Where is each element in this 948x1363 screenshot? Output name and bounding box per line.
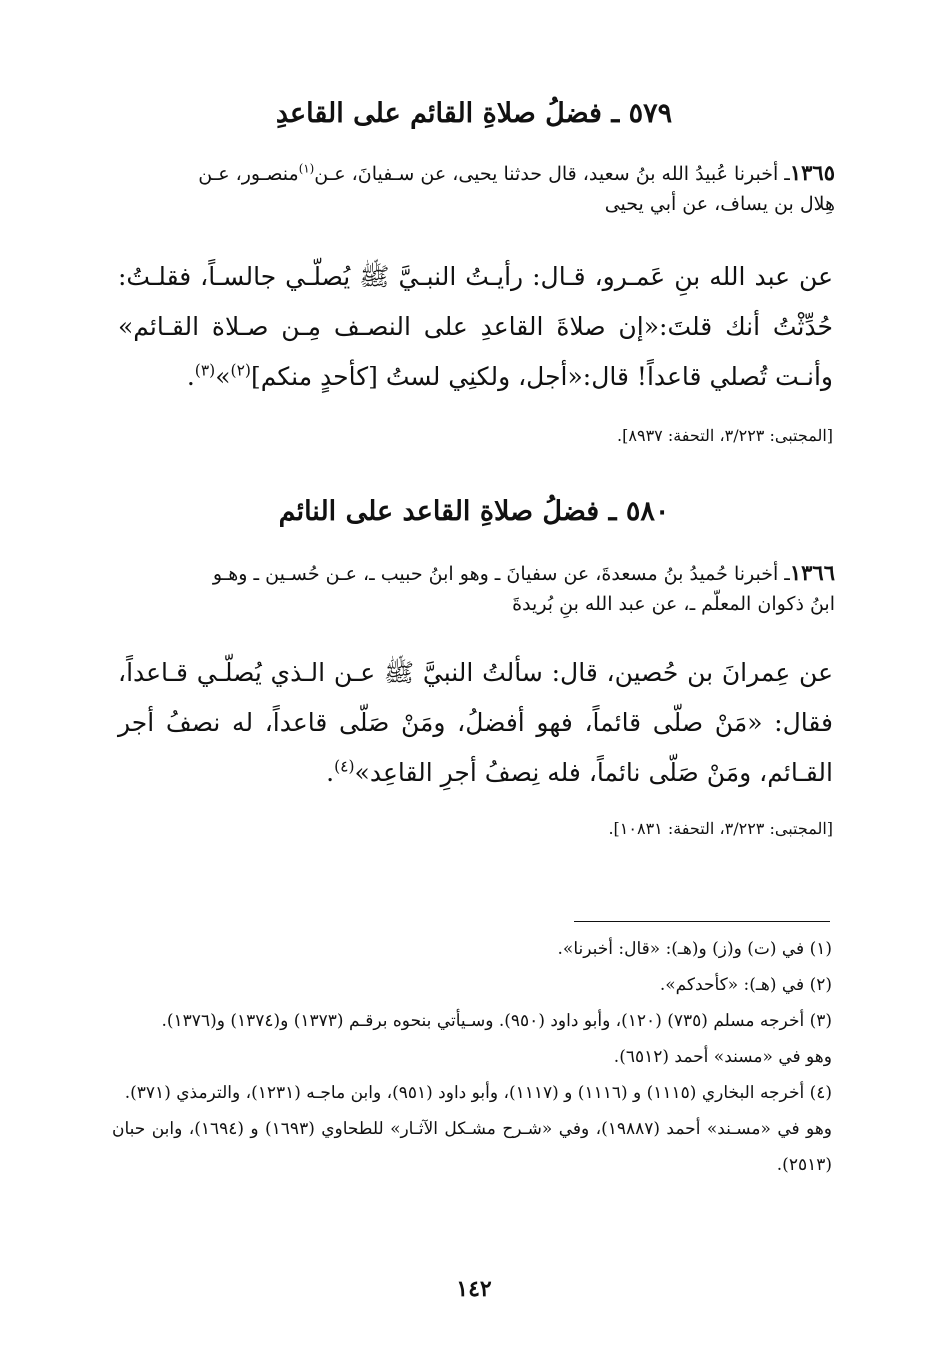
footnote-3: (٣) أخرجه مسلم (٧٣٥) (١٢٠)، وأبو داود (٩٥٠). وسـيأتي بنحوه برقـم (١٣٧٣) و(١٣٧٤) و(١٣٧٦). bbox=[161, 1011, 832, 1031]
hadith-1366-number: ١٣٦٦ bbox=[789, 560, 835, 585]
isnad-1366-line2: ابنُ ذكوان المعلّم ـ، عن عبد الله بنِ بُريدةَ bbox=[512, 593, 835, 615]
footnote-ref-3[interactable]: (٣) bbox=[194, 361, 216, 380]
footnote-2: (٢) في (هـ): «كأحدكم». bbox=[659, 975, 832, 995]
hadith-1366-isnad bbox=[112, 558, 835, 619]
isnad-1366-line1: ـ أخبرنا حُميدُ بنُ مسعدةَ، عن سفيانَ ـ وهو ابنُ حبيب ـ، عـن حُسـين ـ وهـو bbox=[212, 563, 790, 585]
hadith-1365-matn bbox=[118, 252, 833, 402]
hadith-1365-isnad bbox=[112, 158, 835, 219]
footnote-4-musnad: وهو في «مسـند» أحمد (١٩٨٨٧)، وفي «شـرح مشـكل الآثـار» للطحاوي (١٦٩٣) و (١٦٩٤)، وابن حبان (٢٥١٣). bbox=[112, 1119, 832, 1175]
footnote-separator bbox=[574, 921, 830, 922]
footnote-ref-4[interactable]: (٤) bbox=[334, 757, 355, 776]
isnad-1365-text-a: ـ أخبرنا عُبيدُ الله بنُ سعيد، قال حدثنا يحيى، عن سـفيانَ، عـن bbox=[314, 163, 790, 185]
hadith-1366-reference: [المجتبى: ٣/٢٢٣، التحفة: ١٠٨٣١]. bbox=[608, 819, 833, 838]
footnote-3-musnad: وهو في «مسند» أحمد (٦٥١٢). bbox=[613, 1047, 832, 1067]
hadith-1365-reference: [المجتبى: ٣/٢٢٣، التحفة: ٨٩٣٧]. bbox=[617, 426, 833, 445]
matn-1365-text: عن عبد الله بنِ عَمـرو، قـال: رأيـتُ النبـيَّ ﷺ يُصلّـي جالسـاً، فقلـتُ: حُدِّثْتُ أنك قلتَ:«إن صلاةَ القاعدِ على النصـف مِـن صـلاة القـائم» وأنـت تُصلي قاعداً! قال:«أجل، ولكنِي لستُ [كأحدٍ منكم] bbox=[118, 262, 833, 391]
hadith-1366-matn bbox=[118, 648, 833, 798]
footnote-ref-1[interactable]: (١) bbox=[298, 161, 315, 176]
matn-1366-end: . bbox=[326, 758, 335, 787]
chapter-579-title: ٥٧٩ ـ فضلُ صلاةِ القائم على القاعدِ bbox=[275, 98, 673, 129]
matn-1366-text: عن عِمرانَ بن حُصين، قال: سألتُ النبيَّ ﷺ عـن الـذي يُصلّـي قـاعداً، فقال: «مَنْ صلّى قائماً، فهو أفضلُ، ومَنْ صَلّى قاعداً، له نصفُ أجر القـائم، ومَنْ صَلّى نائماً، فله نِصفُ أجرِ القاعِد» bbox=[118, 658, 833, 787]
hadith-1365-number: ١٣٦٥ bbox=[789, 160, 835, 185]
isnad-1365-text-b: منصـور، عـن bbox=[198, 163, 299, 185]
matn-1365-close-quote: » bbox=[215, 362, 231, 391]
footnote-ref-2[interactable]: (٢) bbox=[230, 361, 251, 380]
footnotes bbox=[112, 931, 832, 1183]
matn-1365-end: . bbox=[186, 362, 195, 391]
chapter-580-title: ٥٨٠ ـ فضلُ صلاةِ القاعد على النائم bbox=[278, 496, 670, 527]
footnote-1: (١) في (ت) و(ز) و(هـ): «قال: أخبرنا». bbox=[557, 939, 832, 959]
footnote-4: (٤) أخرجه البخاري (١١١٥) و (١١١٦) و (١١١٧)، وأبو داود (٩٥١)، وابن ماجـه (١٢٣١)، والترمذي (٣٧١). bbox=[124, 1083, 832, 1103]
page-number: ١٤٢ bbox=[456, 1276, 492, 1302]
isnad-1365-line2: هِلال بن يساف، عن أبي يحيى bbox=[604, 193, 835, 215]
